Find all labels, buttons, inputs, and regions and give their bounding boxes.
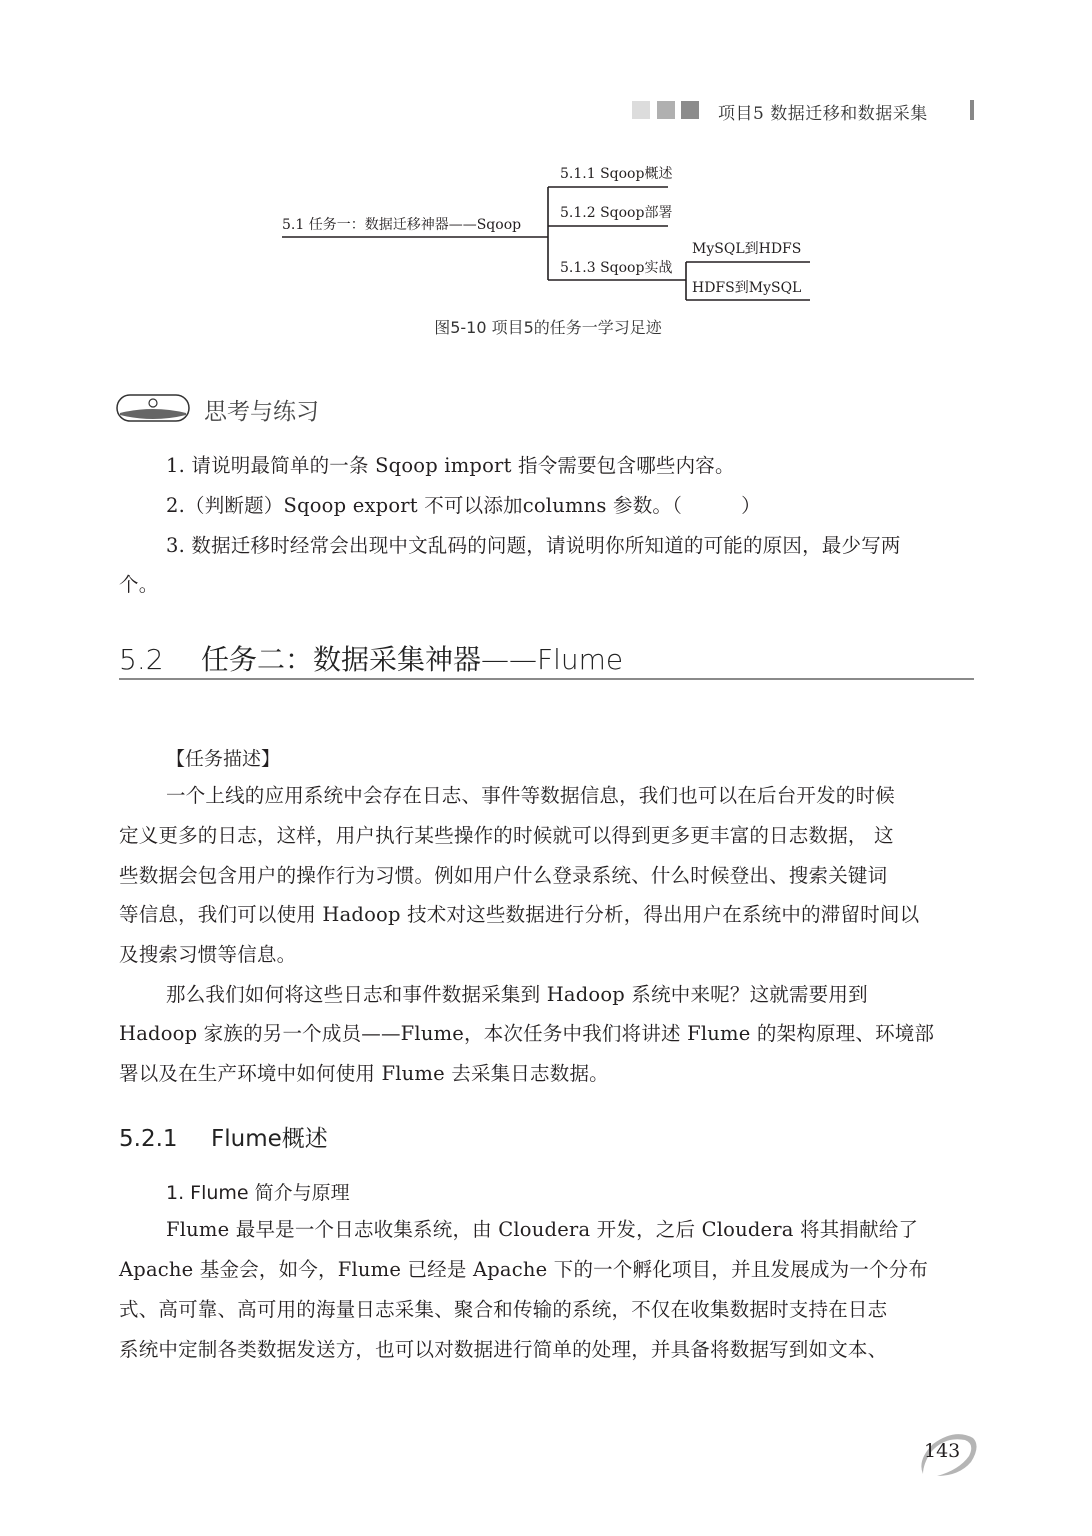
- page-number: 143: [924, 1440, 961, 1462]
- subsection-title: Flume概述: [211, 1126, 328, 1152]
- child-node: 5.1.1 Sqoop概述: [560, 166, 673, 182]
- grandchild-node: HDFS到MySQL: [692, 280, 802, 296]
- paragraph-line: 及搜索习惯等信息。: [119, 943, 297, 966]
- root-node: 5.1 任务一：数据迁移神器——Sqoop: [282, 217, 522, 233]
- child-node: 5.1.2 Sqoop部署: [560, 205, 673, 221]
- paragraph-line: Flume 最早是一个日志收集系统，由 Cloudera 开发，之后 Cloudera 将其捐献给了: [166, 1218, 919, 1241]
- paragraph-line: Hadoop 家族的另一个成员——Flume，本次任务中我们将讲述 Flume 的架构原理、环境部: [119, 1022, 935, 1045]
- task-description-heading: 【任务描述】: [166, 748, 281, 770]
- paragraph-line: 定义更多的日志，这样，用户执行某些操作的时候就可以得到更多更丰富的日志数据， 这: [119, 824, 894, 847]
- child-node: 5.1.3 Sqoop实战: [560, 260, 673, 276]
- intro-heading: 1. Flume 简介与原理: [166, 1182, 350, 1204]
- paragraph-line: 一个上线的应用系统中会存在日志、事件等数据信息，我们也可以在后台开发的时候: [166, 784, 895, 807]
- paragraph-line: Apache 基金会，如今，Flume 已经是 Apache 下的一个孵化项目，并且发展成为一个分布: [119, 1258, 929, 1281]
- subsection-heading: [119, 1120, 328, 1153]
- paragraph-line: 式、高可靠、高可用的海量日志采集、聚合和传输的系统，不仅在收集数据时支持在日志: [119, 1298, 888, 1321]
- section-heading: [119, 638, 623, 678]
- exercise-line: 3. 数据迁移时经常会出现中文乱码的问题，请说明你所知道的可能的原因，最少写两: [166, 534, 901, 557]
- paragraph-line: 署以及在生产环境中如何使用 Flume 去采集日志数据。: [119, 1062, 609, 1085]
- exercise-badge-icon: [116, 393, 190, 423]
- paragraph-line: 那么我们如何将这些日志和事件数据采集到 Hadoop 系统中来呢？这就需要用到: [166, 983, 868, 1006]
- exercise-line: 2.（判断题）Sqoop export 不可以添加columns 参数。（ ）: [166, 494, 761, 517]
- paragraph-line: 等信息，我们可以使用 Hadoop 技术对这些数据进行分析，得出用户在系统中的滞留时间以: [119, 903, 920, 926]
- exercise-line: 1. 请说明最简单的一条 Sqoop import 指令需要包含哪些内容。: [166, 454, 735, 477]
- grandchild-node: MySQL到HDFS: [692, 241, 802, 257]
- running-header: 项目5 数据迁移和数据采集: [718, 104, 928, 124]
- exercise-title: 思考与练习: [204, 399, 319, 425]
- section-title: 任务二：数据采集神器——Flume: [201, 643, 624, 676]
- section-rule: [119, 678, 974, 680]
- subsection-number: 5.2.1: [119, 1126, 178, 1152]
- paragraph-line: 系统中定制各类数据发送方，也可以对数据进行简单的处理，并具备将数据写到如文本、: [119, 1338, 888, 1361]
- exercise-line: 个。: [119, 573, 159, 596]
- paragraph-line: 些数据会包含用户的操作行为习惯。例如用户什么登录系统、什么时候登出、搜索关键词: [119, 864, 888, 887]
- figure-caption: 图5-10 项目5的任务一学习足迹: [434, 318, 662, 337]
- section-number: 5.2: [119, 643, 164, 676]
- learning-path-diagram: [0, 0, 1092, 360]
